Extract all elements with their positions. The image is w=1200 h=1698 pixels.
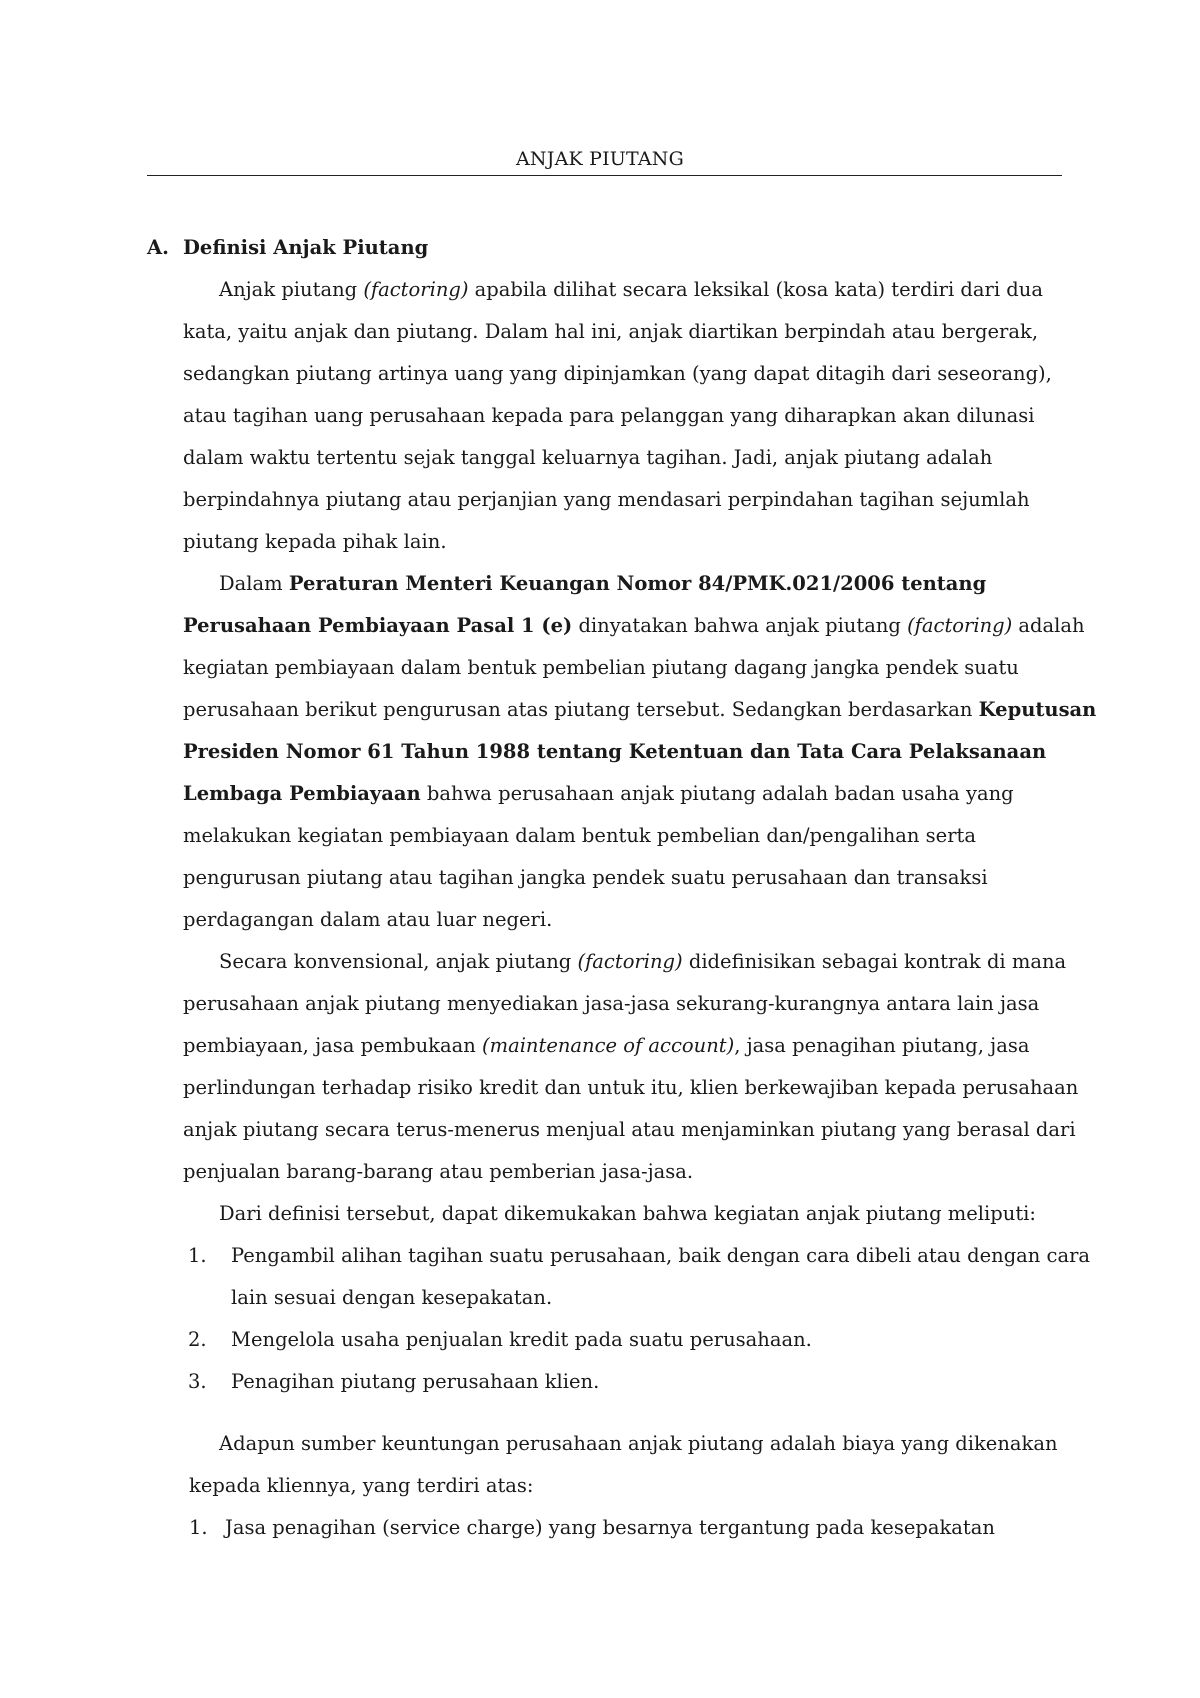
paragraph-line: Dalam Peraturan Menteri Keuangan Nomor 84/PMK.021/2006 tentang [219,572,987,595]
paragraph-line: pembiayaan, jasa pembukaan (maintenance of account), jasa penagihan piutang, jasa [183,1034,1030,1057]
list-item: Jasa penagihan (service charge) yang besarnya tergantung pada kesepakatan [225,1516,995,1539]
list-number: 1. [189,1516,208,1539]
paragraph-line: melakukan kegiatan pembiayaan dalam bentuk pembelian dan/pengalihan serta [183,824,976,847]
paragraph-line: penjualan barang-barang atau pemberian jasa-jasa. [183,1160,694,1183]
paragraph-line: Lembaga Pembiayaan bahwa perusahaan anjak piutang adalah badan usaha yang [183,782,1014,805]
paragraph-line: perlindungan terhadap risiko kredit dan untuk itu, klien berkewajiban kepada perusahaan [183,1076,1079,1099]
paragraph-line: berpindahnya piutang atau perjanjian yang mendasari perpindahan tagihan sejumlah [183,488,1030,511]
paragraph-line: kegiatan pembiayaan dalam bentuk pembelian piutang dagang jangka pendek suatu [183,656,1019,679]
paragraph-line: perusahaan berikut pengurusan atas piutang tersebut. Sedangkan berdasarkan Keputusan [183,698,1097,721]
list-number: 3. [188,1370,207,1393]
paragraph-line: Dari definisi tersebut, dapat dikemukakan bahwa kegiatan anjak piutang meliputi: [219,1202,1036,1225]
paragraph-line: kepada kliennya, yang terdiri atas: [189,1474,534,1497]
paragraph-line: sedangkan piutang artinya uang yang dipinjamkan (yang dapat ditagih dari seseorang), [183,362,1052,385]
list-item: Pengambil alihan tagihan suatu perusahaan, baik dengan cara dibeli atau dengan cara [231,1244,1091,1267]
paragraph-line: perusahaan anjak piutang menyediakan jasa-jasa sekurang-kurangnya antara lain jasa [183,992,1040,1015]
list-item: Penagihan piutang perusahaan klien. [231,1370,600,1393]
list-number: 1. [188,1244,207,1267]
paragraph-line: perdagangan dalam atau luar negeri. [183,908,553,931]
paragraph-line: pengurusan piutang atau tagihan jangka pendek suatu perusahaan dan transaksi [183,866,988,889]
paragraph-line: piutang kepada pihak lain. [183,530,447,553]
paragraph-line: anjak piutang secara terus-menerus menjual atau menjaminkan piutang yang berasal dari [183,1118,1076,1141]
paragraph-line: Secara konvensional, anjak piutang (factoring) didefinisikan sebagai kontrak di mana [219,950,1067,973]
list-number: 2. [188,1328,207,1351]
section-marker: A. [147,236,169,259]
paragraph-line: Adapun sumber keuntungan perusahaan anjak piutang adalah biaya yang dikenakan [219,1432,1058,1455]
paragraph-line: atau tagihan uang perusahaan kepada para pelanggan yang diharapkan akan dilunasi [183,404,1035,427]
section-heading: Definisi Anjak Piutang [183,236,429,259]
document-title: ANJAK PIUTANG [516,148,684,170]
list-item: Mengelola usaha penjualan kredit pada suatu perusahaan. [231,1328,812,1351]
paragraph-line: dalam waktu tertentu sejak tanggal keluarnya tagihan. Jadi, anjak piutang adalah [183,446,993,469]
paragraph-line: kata, yaitu anjak dan piutang. Dalam hal ini, anjak diartikan berpindah atau bergerak, [183,320,1039,343]
list-item: lain sesuai dengan kesepakatan. [231,1286,553,1309]
title-underline [147,175,1062,176]
paragraph-line: Anjak piutang (factoring) apabila dilihat secara leksikal (kosa kata) terdiri dari dua [219,278,1043,301]
paragraph-line: Perusahaan Pembiayaan Pasal 1 (e) dinyatakan bahwa anjak piutang (factoring) adalah [183,614,1085,637]
paragraph-line: Presiden Nomor 61 Tahun 1988 tentang Ketentuan dan Tata Cara Pelaksanaan [183,740,1047,763]
